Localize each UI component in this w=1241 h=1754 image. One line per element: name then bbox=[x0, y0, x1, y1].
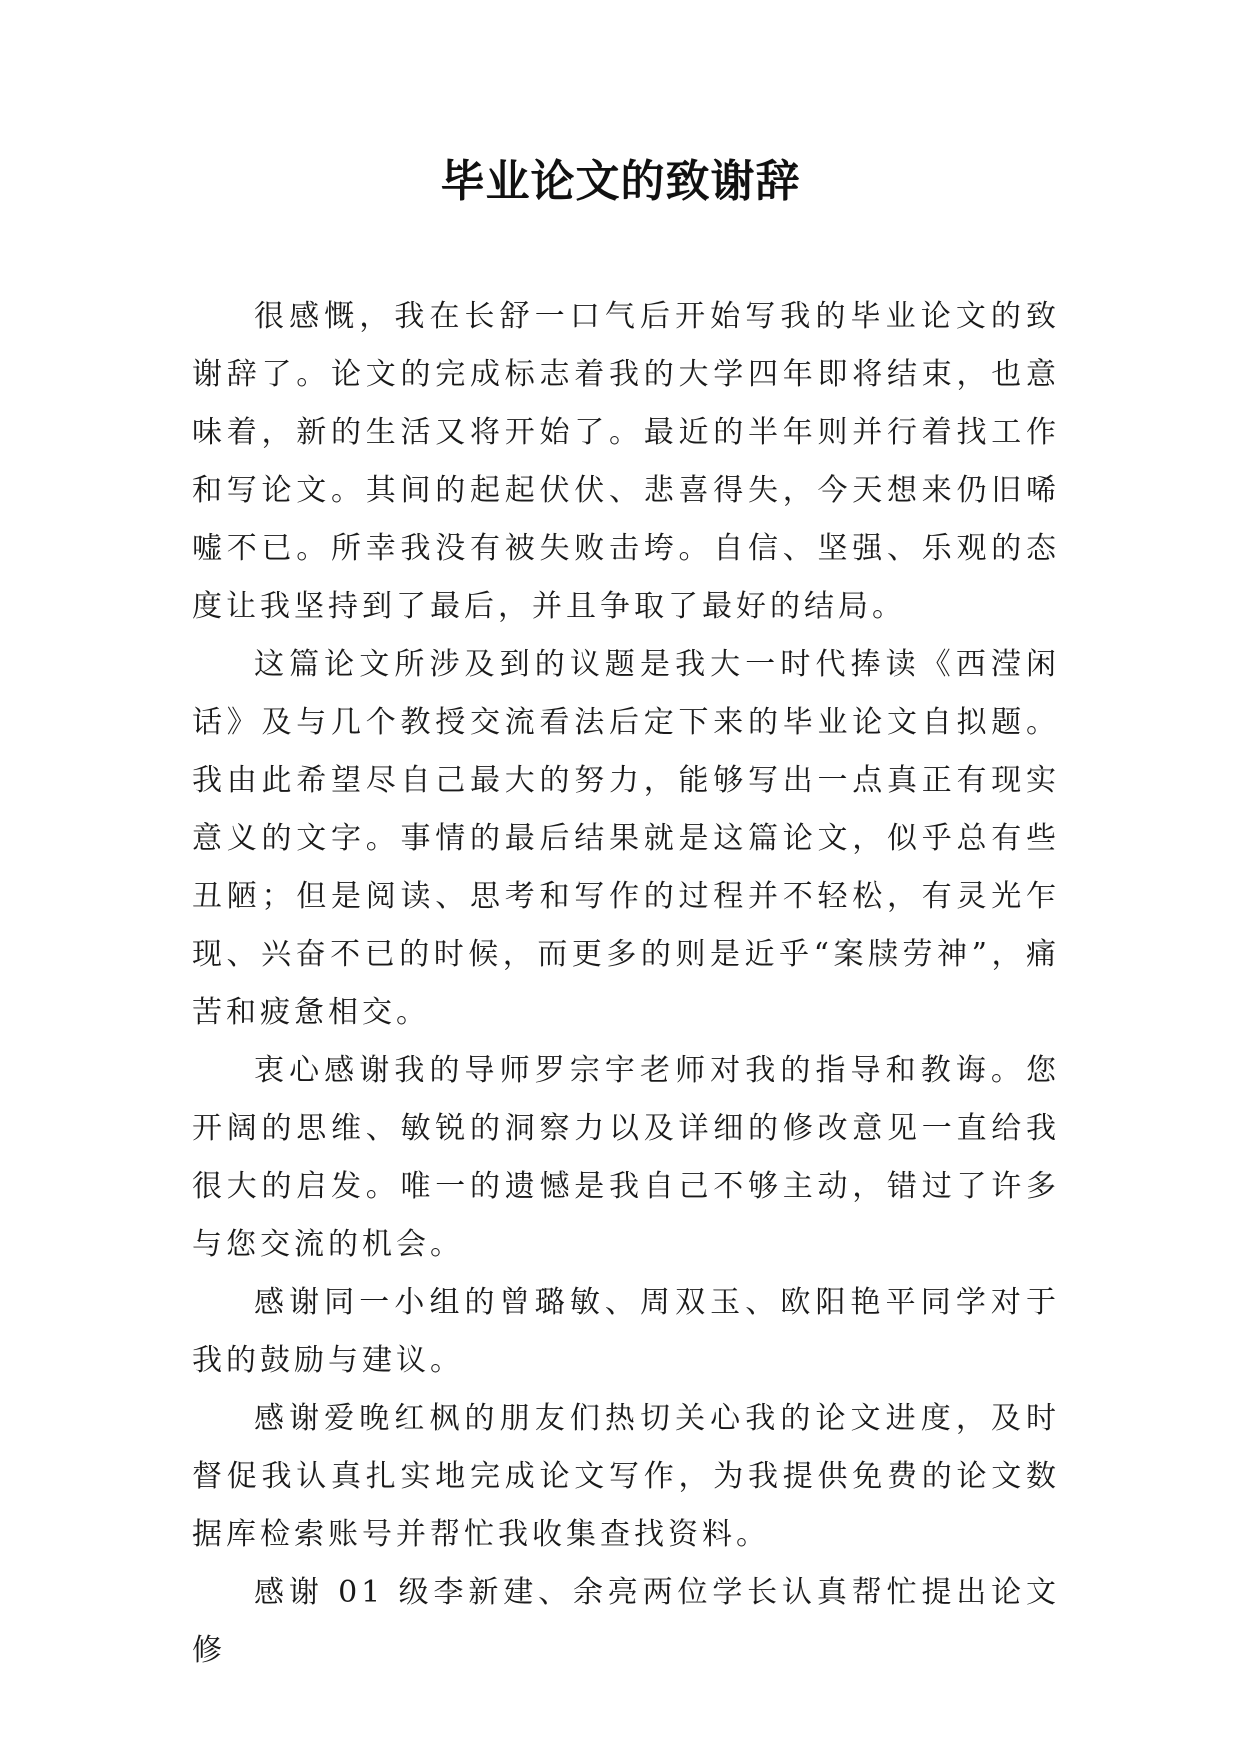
document-title: 毕业论文的致谢辞 bbox=[440, 156, 801, 207]
paragraph-thanks-group: 感谢同一小组的曾璐敏、周双玉、欧阳艳平同学对于我的鼓励与建议。 bbox=[192, 1285, 1060, 1378]
document-body bbox=[192, 288, 1060, 1680]
paragraph-topic: 这篇论文所涉及到的议题是我大一时代捧读《西滢闲话》及与几个教授交流看法后定下来的毕业论文自拟题。我由此希望尽自己最大的努力，能够写出一点真正有现实意义的文字。事情的最后结果就是这篇论文，似乎总有些丑陋；但是阅读、思考和写作的过程并不轻松，有灵光乍现、兴奋不已的时候，而更多的则是近乎“案牍劳神”，痛苦和疲惫相交。 bbox=[192, 647, 1060, 1030]
paragraph-thanks-friends: 感谢爱晚红枫的朋友们热切关心我的论文进度，及时督促我认真扎实地完成论文写作，为我提供免费的论文数据库检索账号并帮忙我收集查找资料。 bbox=[192, 1401, 1060, 1552]
paragraph-thanks-advisor: 衷心感谢我的导师罗宗宇老师对我的指导和教诲。您开阔的思维、敏锐的洞察力以及详细的修改意见一直给我很大的启发。唯一的遗憾是我自己不够主动，错过了许多与您交流的机会。 bbox=[192, 1053, 1060, 1262]
paragraph-thanks-seniors: 感谢 01 级李新建、余亮两位学长认真帮忙提出论文修 bbox=[192, 1575, 1060, 1668]
paragraph-reflection: 很感慨，我在长舒一口气后开始写我的毕业论文的致谢辞了。论文的完成标志着我的大学四年即将结束，也意味着，新的生活又将开始了。最近的半年则并行着找工作和写论文。其间的起起伏伏、悲喜得失，今天想来仍旧唏嘘不已。所幸我没有被失败击垮。自信、坚强、乐观的态度让我坚持到了最后，并且争取了最好的结局。 bbox=[192, 299, 1060, 624]
